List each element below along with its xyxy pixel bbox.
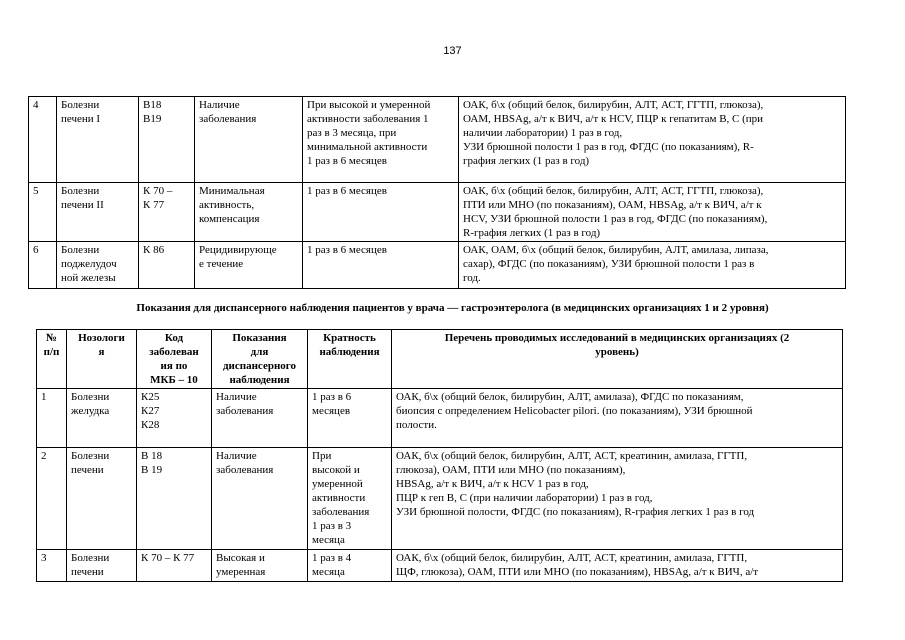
row-number: 2 [37, 448, 67, 550]
nosology-cell: Болезни печени I [57, 97, 139, 183]
frequency-cell: 1 раз в 6 месяцев [303, 242, 459, 289]
nosology-cell: Болезни поджелудоч ной железы [57, 242, 139, 289]
indication-cell: Наличие заболевания [195, 97, 303, 183]
row-number: 6 [29, 242, 57, 289]
table-row [29, 97, 846, 183]
header-number: № п/п [37, 330, 67, 389]
indication-cell: Наличие заболевания [212, 448, 308, 550]
nosology-cell: Болезни желудка [67, 389, 137, 448]
studies-cell: ОАК, б\х (общий белок, билирубин, АЛТ, АСТ, креатинин, амилаза, ГГТП, глюкоза), ОАМ, ПТИ или МНО (по показаниям), HBSAg, а/т к ВИЧ, а/т к HCV 1 раз в год, ПЦР к геп В, С (при наличии лаборатории) 1 раз в год, УЗИ брюшной полости, ФГДС (по показаниям), R-графия легких 1 раз в год [392, 448, 843, 550]
header-nosology: Нозологи я [67, 330, 137, 389]
frequency-cell: 1 раз в 4 месяца [308, 550, 392, 582]
row-number: 3 [37, 550, 67, 582]
studies-cell: ОАК, б\х (общий белок, билирубин, АЛТ, АСТ, ГГТП, глюкоза), ОАМ, HBSAg, а/т к ВИЧ, а/т к HCV, ПЦР к гепатитам В, С (при наличии лаборатории) 1 раз в год, УЗИ брюшной полости 1 раз в год, ФГДС (по показаниям), R- графия легких (1 раз в год) [459, 97, 846, 183]
page-number: 137 [443, 45, 462, 57]
table-row [29, 183, 846, 242]
indication-cell: Высокая и умеренная [212, 550, 308, 582]
row-number: 4 [29, 97, 57, 183]
frequency-cell: При высокой и умеренной активности заболевания 1 раз в 3 месяца [308, 448, 392, 550]
indication-cell: Наличие заболевания [212, 389, 308, 448]
studies-cell: ОАК, б\х (общий белок, билирубин, АЛТ, АСТ, ГГТП, глюкоза), ПТИ или МНО (по показаниям), ОАМ, HBSAg, а/т к ВИЧ, а/т к HCV, УЗИ брюшной полости 1 раз в год, ФГДС (по показаниям), R-графия легких (1 раз в год) [459, 183, 846, 242]
row-number: 5 [29, 183, 57, 242]
table-row [37, 389, 843, 448]
header-frequency: Кратность наблюдения [308, 330, 392, 389]
frequency-cell: При высокой и умеренной активности заболевания 1 раз в 3 месяца, при минимальной активности 1 раз в 6 месяцев [303, 97, 459, 183]
section-title: Показания для диспансерного наблюдения пациентов у врача — гастроэнтеролога (в медицинских организациях 1 и 2 уровня) [136, 302, 769, 314]
frequency-cell: 1 раз в 6 месяцев [303, 183, 459, 242]
nosology-cell: Болезни печени II [57, 183, 139, 242]
header-studies: Перечень проводимых исследований в медицинских организациях (2 уровень) [392, 330, 843, 389]
header-icd-code: Код заболеван ия по МКБ – 10 [137, 330, 212, 389]
studies-cell: ОАК, б\х (общий белок, билирубин, АЛТ, АСТ, креатинин, амилаза, ГГТП, ЩФ, глюкоза), ОАМ, ПТИ или МНО (по показаниям), HBSAg, а/т к ВИЧ, а/т [392, 550, 843, 582]
icd-code-cell: К25 К27 К28 [137, 389, 212, 448]
studies-cell: ОАК, ОАМ, б\х (общий белок, билирубин, АЛТ, амилаза, липаза, сахар), ФГДС (по показаниям), УЗИ брюшной полости 1 раз в год. [459, 242, 846, 289]
table-row [29, 242, 846, 289]
table-row [37, 550, 843, 582]
nosology-cell: Болезни печени [67, 448, 137, 550]
icd-code-cell: В 18 В 19 [137, 448, 212, 550]
table-header-row [37, 330, 843, 389]
icd-code-cell: К 70 – К 77 [139, 183, 195, 242]
indication-cell: Рецидивирующе е течение [195, 242, 303, 289]
nosology-cell: Болезни печени [67, 550, 137, 582]
header-indication: Показания для диспансерного наблюдения [212, 330, 308, 389]
indication-cell: Минимальная активность, компенсация [195, 183, 303, 242]
row-number: 1 [37, 389, 67, 448]
table-gastroenterologist [36, 329, 843, 582]
icd-code-cell: К 86 [139, 242, 195, 289]
frequency-cell: 1 раз в 6 месяцев [308, 389, 392, 448]
studies-cell: ОАК, б\х (общий белок, билирубин, АЛТ, амилаза), ФГДС по показаниям, биопсия с определением Helicobacter pilori. (по показаниям), УЗИ брюшной полости. [392, 389, 843, 448]
icd-code-cell: К 70 – К 77 [137, 550, 212, 582]
icd-code-cell: B18 B19 [139, 97, 195, 183]
table-row [37, 448, 843, 550]
table-liver-pancreas-continued [28, 96, 846, 289]
